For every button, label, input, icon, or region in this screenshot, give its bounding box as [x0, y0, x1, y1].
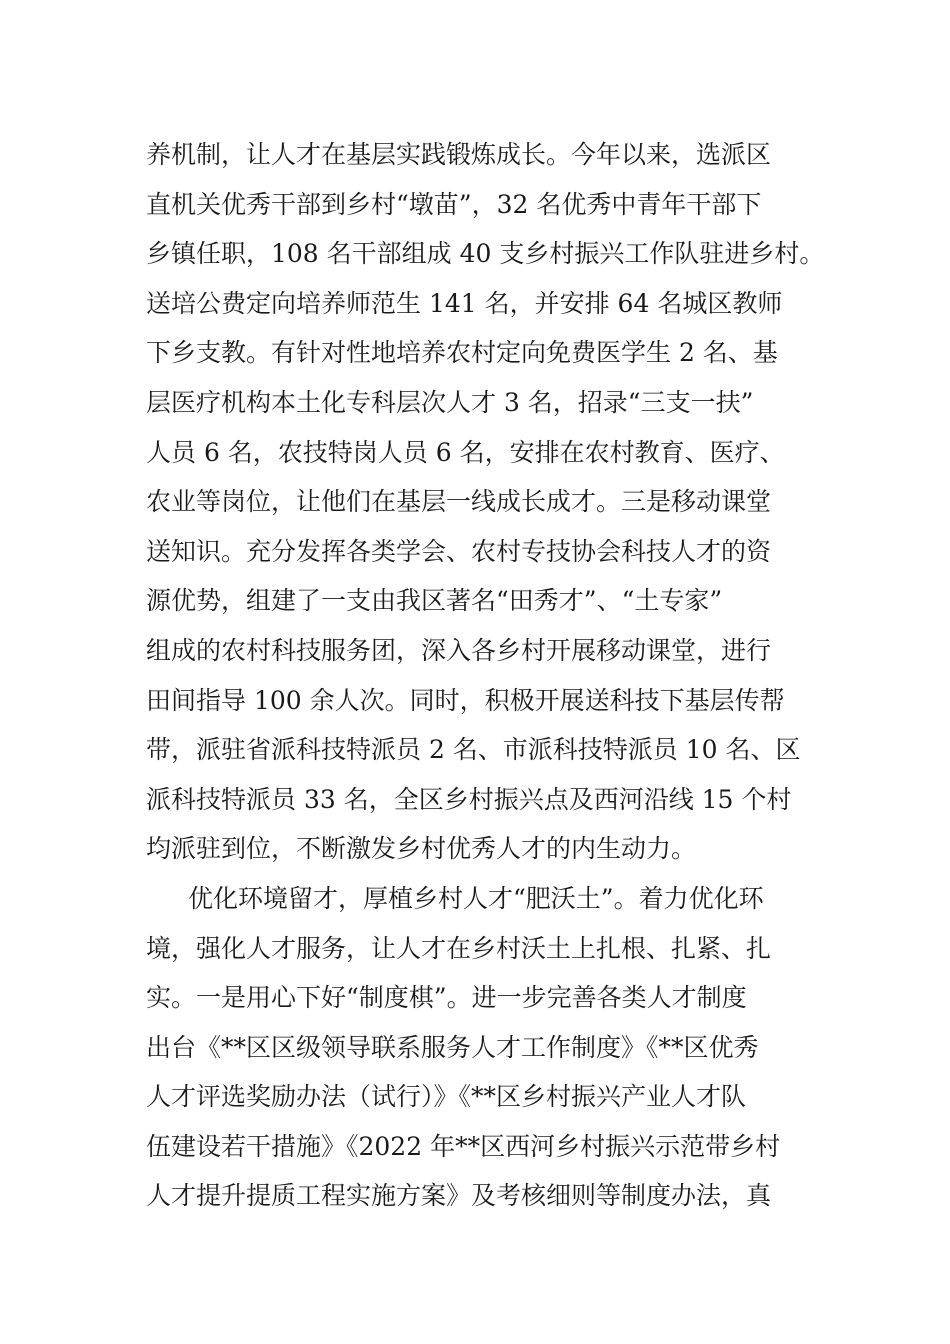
- text-line: 层医疗机构本土化专科层次人才 3 名，招录“三支一扶”: [146, 387, 754, 417]
- text-line: 养机制，让人才在基层实践锻炼成长。今年以来，选派区: [146, 140, 772, 169]
- text-line: 农业等岗位，让他们在基层一线成长成才。三是移动课堂: [146, 487, 772, 517]
- text-line: 优化环境留才，厚植乡村人才“肥沃土”。着力优化环: [188, 883, 764, 913]
- text-line: 田间指导 100 余人次。同时，积极开展送科技下基层传帮: [146, 685, 785, 715]
- text-line: 源优势，组建了一支由我区著名“田秀才”、“土专家”: [146, 586, 723, 616]
- paragraph-environment: [146, 874, 846, 1221]
- text-line: 均派驻到位，不断激发乡村优秀人才的内生动力。: [146, 834, 697, 864]
- text-line: 境，强化人才服务，让人才在乡村沃土上扎根、扎紧、扎: [146, 933, 772, 963]
- text-line: 人才提升提质工程实施方案》及考核细则等制度办法，真: [146, 1181, 772, 1211]
- text-line: 送培公费定向培养师范生 141 名，并安排 64 名城区教师: [146, 288, 783, 318]
- text-line: 带，派驻省派科技特派员 2 名、市派科技特派员 10 名、区: [146, 735, 801, 765]
- text-line: 出台《**区区级领导联系服务人才工作制度》《**区优秀: [146, 1032, 759, 1062]
- text-line: 实。一是用心下好“制度棋”。进一步完善各类人才制度: [146, 983, 747, 1013]
- text-line: 派科技特派员 33 名，全区乡村振兴点及西河沿线 15 个村: [146, 784, 792, 814]
- text-line: 人才评选奖励办法（试行）》《**区乡村振兴产业人才队: [146, 1082, 747, 1112]
- text-line: 直机关优秀干部到乡村“墩苗”，32 名优秀中青年干部下: [146, 189, 762, 219]
- text-line: 组成的农村科技服务团，深入各乡村开展移动课堂，进行: [146, 635, 772, 665]
- text-line: 伍建设若干措施》《2022 年**区西河乡村振兴示范带乡村: [146, 1131, 781, 1161]
- text-line: 送知识。充分发挥各类学会、农村专技协会科技人才的资: [146, 536, 772, 566]
- paragraph-talent-training: [146, 130, 846, 874]
- document-body: [146, 130, 846, 1221]
- text-line: 下乡支教。有针对性地培养农村定向免费医学生 2 名、基: [146, 338, 778, 368]
- text-line: 人员 6 名，农技特岗人员 6 名，安排在农村教育、医疗、: [146, 437, 785, 467]
- text-line: 乡镇任职，108 名干部组成 40 支乡村振兴工作队驻进乡村。: [146, 239, 825, 269]
